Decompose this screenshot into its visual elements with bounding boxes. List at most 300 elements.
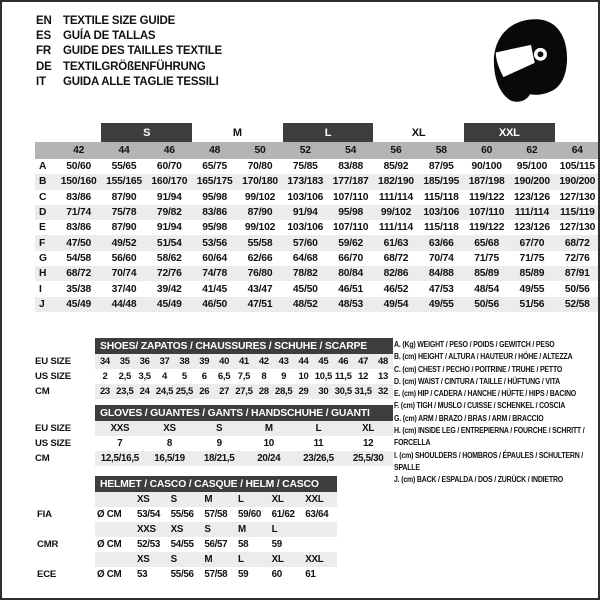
legend-item: H. (cm) INSIDE LEG / ENTREPIERNA / FOURCHE / SCHRITT / FORCELLA bbox=[394, 426, 585, 448]
language-row bbox=[36, 44, 222, 59]
measurement-value: 111/114 bbox=[509, 205, 554, 220]
size-value: 38 bbox=[174, 354, 194, 369]
measurement-value: 119/122 bbox=[468, 222, 505, 234]
measurement-value: 190/200 bbox=[509, 174, 554, 189]
size-value: 10 bbox=[263, 438, 274, 449]
measurement-row bbox=[35, 190, 600, 205]
gloves-size-table bbox=[35, 405, 393, 466]
measurement-value: 87/90 bbox=[237, 205, 282, 220]
measurement-value: 95/98 bbox=[328, 205, 373, 220]
legend-item: E. (cm) HIP / CADERA / HANCHE / HÜFTE / HIPS / BACINO bbox=[394, 389, 577, 399]
language-row bbox=[36, 60, 222, 75]
row-label: CM bbox=[35, 386, 50, 397]
sub-table-header-row bbox=[35, 338, 393, 354]
numeric-size-label: 58 bbox=[419, 142, 464, 159]
unit-label: Ø CM bbox=[97, 509, 122, 520]
row-label: EU SIZE bbox=[35, 423, 71, 434]
size-value: 10 bbox=[298, 371, 309, 382]
measurement-value: 63/66 bbox=[419, 235, 464, 250]
size-value: 9 bbox=[281, 371, 287, 382]
measurement-letter: F bbox=[35, 235, 56, 250]
language-code: IT bbox=[36, 75, 46, 88]
language-title: TEXTILGRÖßENFÜHRUNG bbox=[63, 60, 206, 73]
helmet-sizes-row bbox=[35, 492, 337, 507]
legend-item: J. (cm) BACK / ESPALDA / DOS / ZURÜCK / INDIETRO bbox=[394, 475, 564, 485]
row-label: US SIZE bbox=[35, 371, 71, 382]
measurement-value: 150/160 bbox=[56, 174, 101, 189]
size-value: 25,5 bbox=[175, 386, 194, 397]
helmet-size-value: 53 bbox=[137, 569, 148, 580]
measurement-value: 187/198 bbox=[464, 174, 509, 189]
measurement-legend bbox=[394, 339, 600, 487]
size-value: 3,5 bbox=[138, 371, 151, 382]
measurement-value: 50/56 bbox=[464, 297, 509, 312]
helmet-size-value: 59 bbox=[271, 539, 282, 550]
measurement-value: 51/54 bbox=[147, 235, 192, 250]
row-label: US SIZE bbox=[35, 438, 71, 449]
spacer-cell bbox=[35, 142, 56, 159]
measurement-value: 165/175 bbox=[192, 174, 237, 189]
legend-item: G. (cm) ARM / BRAZO / BRAS / ARM / BRACCIO bbox=[394, 413, 544, 423]
measurement-letter: G bbox=[39, 252, 47, 264]
helmet-size-value: 59/60 bbox=[237, 509, 261, 520]
size-value: 2,5 bbox=[118, 371, 131, 382]
numeric-size-label: 56 bbox=[373, 142, 418, 159]
measurement-value: 62/66 bbox=[247, 252, 273, 264]
measurement-value: 127/130 bbox=[559, 191, 596, 203]
legend-item: C. (cm) CHEST / PECHO / POITRINE / TRUHE / PETTO bbox=[394, 364, 563, 374]
measurement-value: 91/94 bbox=[156, 222, 182, 234]
size-value: 24 bbox=[135, 384, 155, 399]
size-value: 16,5/19 bbox=[145, 451, 195, 466]
measurement-value: 87/90 bbox=[111, 191, 137, 203]
measurement-value: 127/130 bbox=[559, 222, 596, 234]
measurement-value: 65/68 bbox=[464, 235, 509, 250]
helmet-size-value: 53/54 bbox=[137, 509, 161, 520]
size-value: 37 bbox=[155, 354, 175, 369]
measurement-value: 51/56 bbox=[509, 297, 554, 312]
helmet-sizes-row bbox=[35, 552, 337, 567]
measurement-value: 48/52 bbox=[283, 297, 328, 312]
measurement-value: 47/51 bbox=[237, 297, 282, 312]
size-value: 39 bbox=[194, 354, 214, 369]
main-size-table bbox=[35, 123, 600, 312]
size-value: 6 bbox=[201, 371, 207, 382]
size-value: 8 bbox=[261, 371, 267, 382]
spacer-cell bbox=[35, 522, 95, 537]
measurement-value: 39/42 bbox=[156, 283, 182, 295]
size-value: S bbox=[194, 421, 244, 436]
size-value: 27,5 bbox=[235, 386, 253, 397]
measurement-value: 49/55 bbox=[419, 297, 464, 312]
measurement-value: 58/62 bbox=[156, 252, 182, 264]
measurement-value: 52/58 bbox=[555, 297, 600, 312]
helmet-size-label: XL bbox=[270, 552, 304, 567]
size-group-label: S bbox=[101, 123, 192, 142]
size-value: 29 bbox=[294, 384, 314, 399]
language-code: DE bbox=[36, 60, 52, 73]
measurement-value: 50/56 bbox=[564, 283, 590, 295]
size-value: 48 bbox=[373, 354, 393, 369]
size-value: 32 bbox=[373, 384, 393, 399]
size-group-label: L bbox=[283, 123, 374, 142]
measurement-value: 48/54 bbox=[474, 283, 499, 295]
legend-item: B. (cm) HEIGHT / ALTURA / HAUTEUR / HÖHE / ALTEZZA bbox=[394, 352, 573, 362]
measurement-row bbox=[35, 174, 600, 189]
helmet-size-value: 57/58 bbox=[204, 569, 228, 580]
row-label: EU SIZE bbox=[35, 356, 71, 367]
measurement-value: 123/126 bbox=[514, 191, 550, 203]
helmet-icon bbox=[492, 17, 568, 105]
size-value: 4 bbox=[162, 371, 167, 382]
size-value: L bbox=[294, 421, 344, 436]
helmet-size-value: 63/64 bbox=[305, 509, 329, 520]
measurement-value: 99/102 bbox=[244, 191, 276, 203]
helmet-size-label: M bbox=[202, 552, 236, 567]
size-value: M bbox=[244, 421, 294, 436]
size-value: 44 bbox=[294, 354, 314, 369]
size-value: 30 bbox=[313, 384, 333, 399]
standard-label: CMR bbox=[37, 539, 59, 550]
measurement-value: 46/50 bbox=[192, 297, 237, 312]
measurement-value: 76/80 bbox=[237, 266, 282, 281]
size-value: 20/24 bbox=[244, 451, 294, 466]
measurement-letter: D bbox=[35, 205, 56, 220]
measurement-value: 190/200 bbox=[555, 174, 600, 189]
standard-label: ECE bbox=[37, 569, 57, 580]
size-value: XL bbox=[343, 421, 393, 436]
measurement-value: 91/94 bbox=[156, 191, 182, 203]
helmet-size-label: L bbox=[236, 492, 270, 507]
helmet-size-label: M bbox=[202, 492, 236, 507]
size-value: 12 bbox=[362, 438, 374, 449]
measurement-value: 107/110 bbox=[333, 222, 369, 234]
language-row bbox=[36, 29, 222, 44]
language-code: FR bbox=[36, 45, 51, 58]
measurement-value: 80/84 bbox=[328, 266, 373, 281]
measurement-value: 91/94 bbox=[283, 205, 328, 220]
measurement-value: 87/91 bbox=[555, 266, 600, 281]
size-value: XS bbox=[145, 421, 195, 436]
size-value: 12 bbox=[358, 371, 369, 382]
measurement-value: 45/49 bbox=[147, 297, 192, 312]
measurement-value: 95/98 bbox=[202, 222, 228, 234]
legend-item: A. (Kg) WEIGHT / PESO / POIDS / GEWITCH / PESO bbox=[394, 340, 555, 349]
spacer-cell bbox=[95, 552, 135, 567]
size-value: 26 bbox=[194, 384, 214, 399]
unit-label: Ø CM bbox=[97, 569, 122, 580]
measurement-value: 107/110 bbox=[464, 205, 509, 220]
language-title: TEXTILE SIZE GUIDE bbox=[63, 15, 176, 27]
size-value: 7 bbox=[117, 438, 123, 449]
spacer-cell bbox=[35, 492, 95, 507]
measurement-value: 35/38 bbox=[66, 283, 92, 295]
legend-item: D. (cm) WAIST / CINTURA / TAILLE / HÜFTUNG / VITA bbox=[394, 376, 560, 386]
measurement-value: 82/86 bbox=[373, 266, 418, 281]
measurement-value: 72/76 bbox=[564, 252, 590, 264]
size-value: 35 bbox=[115, 354, 135, 369]
measurement-value: 47/50 bbox=[56, 235, 101, 250]
measurement-value: 99/102 bbox=[373, 205, 418, 220]
sub-table-row bbox=[35, 436, 393, 451]
measurement-value: 85/92 bbox=[383, 161, 409, 173]
measurement-value: 103/106 bbox=[287, 222, 324, 234]
spacer-cell bbox=[95, 492, 135, 507]
sub-table-row bbox=[35, 451, 393, 466]
language-row bbox=[36, 75, 222, 90]
size-value: 13 bbox=[378, 371, 388, 382]
measurement-row bbox=[35, 266, 600, 281]
size-value: 36 bbox=[135, 354, 155, 369]
language-title: GUIDE DES TAILLES TEXTILE bbox=[63, 45, 222, 58]
size-value: 23,5 bbox=[116, 386, 134, 397]
measurement-value: 53/56 bbox=[192, 235, 237, 250]
size-value: 24,5 bbox=[155, 386, 174, 397]
measurement-value: 48/53 bbox=[328, 297, 373, 312]
helmet-size-label bbox=[303, 522, 337, 537]
measurement-value: 111/114 bbox=[378, 191, 414, 203]
spacer-cell bbox=[555, 123, 600, 142]
numeric-size-label: 46 bbox=[147, 142, 192, 159]
size-value: 27 bbox=[214, 384, 234, 399]
title-language-list bbox=[36, 14, 222, 90]
measurement-letter: B bbox=[35, 174, 56, 189]
helmet-size-label: M bbox=[236, 522, 270, 537]
size-group-label: XL bbox=[411, 126, 426, 139]
measurement-value: 46/51 bbox=[338, 283, 364, 295]
spacer-cell bbox=[95, 522, 135, 537]
shoes-table-title: SHOES/ ZAPATOS / CHAUSSURES / SCHUHE / SCARPE bbox=[95, 338, 393, 354]
measurement-row bbox=[35, 281, 600, 296]
language-title: GUIDA ALLE TAGLIE TESSILI bbox=[63, 75, 219, 88]
gloves-table-title: GLOVES / GUANTES / GANTS / HANDSCHUHE / GUANTI bbox=[95, 405, 393, 421]
measurement-value: 47/53 bbox=[428, 283, 454, 295]
measurement-value: 83/86 bbox=[66, 191, 92, 203]
helmet-size-label: L bbox=[270, 522, 304, 537]
helmet-size-label: S bbox=[169, 492, 203, 507]
numeric-size-label: 64 bbox=[555, 142, 600, 159]
helmet-size-value: 58 bbox=[237, 539, 249, 550]
helmet-values-row bbox=[35, 567, 337, 582]
size-value: 18/21,5 bbox=[194, 451, 244, 466]
measurement-value: 123/126 bbox=[514, 222, 550, 234]
measurement-value: 75/85 bbox=[292, 161, 318, 173]
size-value: 46 bbox=[333, 354, 353, 369]
measurement-value: 49/54 bbox=[373, 297, 418, 312]
measurement-value: 79/82 bbox=[147, 205, 192, 220]
measurement-value: 55/65 bbox=[111, 161, 137, 173]
measurement-value: 54/58 bbox=[66, 252, 92, 264]
helmet-size-value: 56/57 bbox=[204, 539, 228, 550]
measurement-value: 67/70 bbox=[509, 235, 554, 250]
spacer-cell bbox=[35, 338, 95, 354]
measurement-value: 49/55 bbox=[519, 283, 545, 295]
legend-list bbox=[394, 339, 598, 487]
measurement-value: 49/52 bbox=[101, 235, 146, 250]
measurement-row bbox=[35, 205, 600, 220]
measurement-value: 71/75 bbox=[474, 252, 499, 264]
language-code: ES bbox=[36, 30, 51, 43]
size-value: 7,5 bbox=[237, 371, 251, 382]
spacer-cell bbox=[35, 123, 101, 142]
numeric-size-label: 48 bbox=[192, 142, 237, 159]
language-code: EN bbox=[36, 15, 52, 27]
size-value: 45 bbox=[313, 354, 333, 369]
spacer-cell bbox=[35, 552, 95, 567]
helmet-size-label: L bbox=[236, 552, 270, 567]
measurement-value: 65/75 bbox=[202, 161, 228, 173]
size-value: 8 bbox=[166, 438, 173, 449]
numeric-size-label: 60 bbox=[464, 142, 509, 159]
helmet-table-title: HELMET / CASCO / CASQUE / HELM / CASCO bbox=[95, 476, 337, 492]
measurement-value: 43/47 bbox=[247, 283, 273, 295]
helmet-size-value: 55/56 bbox=[170, 569, 194, 580]
measurement-letter: I bbox=[39, 283, 42, 295]
measurement-value: 87/95 bbox=[428, 161, 454, 173]
measurement-value: 72/76 bbox=[147, 266, 192, 281]
size-value: 11 bbox=[313, 438, 324, 449]
measurement-value: 115/119 bbox=[555, 205, 600, 220]
legend-item: I. (cm) SHOULDERS / HOMBROS / ÉPAULES / SCHULTERN / SPALLE bbox=[394, 450, 584, 472]
unit-label: Ø CM bbox=[97, 539, 122, 550]
measurement-row bbox=[35, 297, 600, 312]
language-row bbox=[36, 14, 222, 29]
size-value: 47 bbox=[353, 354, 373, 369]
numeric-size-label: 54 bbox=[328, 142, 373, 159]
size-group-row bbox=[35, 123, 600, 142]
measurement-value: 185/195 bbox=[419, 174, 464, 189]
helmet-size-value: 57/58 bbox=[204, 509, 228, 520]
measurement-value: 83/86 bbox=[66, 222, 92, 234]
sub-table-header-row bbox=[35, 405, 393, 421]
measurement-value: 170/180 bbox=[237, 174, 282, 189]
shoes-size-table bbox=[35, 338, 393, 399]
size-value: 12,5/16,5 bbox=[95, 451, 145, 466]
measurement-value: 115/118 bbox=[423, 191, 459, 203]
helmet-size-value: 59 bbox=[237, 569, 249, 580]
measurement-value: 41/45 bbox=[202, 283, 228, 295]
helmet-size-label: S bbox=[202, 522, 236, 537]
size-value: 23 bbox=[95, 384, 115, 399]
helmet-size-table bbox=[35, 476, 337, 582]
measurement-value: 103/106 bbox=[419, 205, 464, 220]
measurement-value: 61/63 bbox=[373, 235, 418, 250]
measurement-value: 60/70 bbox=[156, 161, 182, 173]
measurement-value: 99/102 bbox=[244, 222, 276, 234]
sub-table-row bbox=[35, 421, 393, 436]
measurement-letter: J bbox=[35, 297, 56, 312]
measurement-value: 182/190 bbox=[373, 174, 418, 189]
sub-table-header-row bbox=[35, 476, 337, 492]
measurement-value: 64/68 bbox=[292, 252, 318, 264]
numeric-size-label: 62 bbox=[509, 142, 554, 159]
spacer-cell bbox=[35, 405, 95, 421]
helmet-size-label: XS bbox=[135, 492, 169, 507]
measurement-value: 85/89 bbox=[509, 266, 554, 281]
measurement-letter: C bbox=[39, 191, 47, 203]
measurement-letter: H bbox=[35, 266, 56, 281]
helmet-sizes-row bbox=[35, 522, 337, 537]
size-value: 25,5/30 bbox=[343, 451, 393, 466]
size-value: 43 bbox=[274, 354, 294, 369]
measurement-value: 83/88 bbox=[338, 161, 364, 173]
measurement-value: 56/60 bbox=[111, 252, 137, 264]
sub-table-row bbox=[35, 384, 393, 399]
size-value: 30,5 bbox=[334, 386, 352, 397]
size-value: 28 bbox=[254, 384, 274, 399]
size-value: 6,5 bbox=[217, 371, 231, 382]
helmet-size-label: XXS bbox=[135, 522, 169, 537]
measurement-value: 50/60 bbox=[66, 161, 92, 173]
measurement-value: 84/88 bbox=[419, 266, 464, 281]
measurement-value: 45/50 bbox=[292, 283, 318, 295]
size-group-label: XXL bbox=[464, 123, 555, 142]
measurement-value: 85/89 bbox=[464, 266, 509, 281]
helmet-size-value: 60 bbox=[271, 569, 282, 580]
size-value: 23/26,5 bbox=[294, 451, 344, 466]
measurement-value: 90/100 bbox=[471, 161, 502, 173]
measurement-value: 105/115 bbox=[559, 161, 595, 173]
helmet-size-value: 61/62 bbox=[271, 509, 295, 520]
row-label: CM bbox=[35, 453, 50, 464]
helmet-size-label: XS bbox=[135, 552, 169, 567]
measurement-value: 45/49 bbox=[56, 297, 101, 312]
helmet-size-value: 54/55 bbox=[170, 539, 194, 550]
measurement-letter: A bbox=[39, 161, 47, 173]
measurement-value: 107/110 bbox=[333, 191, 369, 203]
helmet-size-label: S bbox=[169, 552, 203, 567]
size-value: 10,5 bbox=[314, 371, 333, 382]
measurement-value: 70/74 bbox=[101, 266, 146, 281]
measurement-value: 66/70 bbox=[338, 252, 364, 264]
measurement-value: 46/52 bbox=[383, 283, 409, 295]
numeric-size-label: 50 bbox=[237, 142, 282, 159]
measurement-value: 74/78 bbox=[192, 266, 237, 281]
measurement-letter: E bbox=[39, 222, 46, 234]
spacer-cell bbox=[35, 476, 95, 492]
measurement-row bbox=[35, 235, 600, 250]
measurement-value: 68/72 bbox=[383, 252, 409, 264]
measurement-value: 70/80 bbox=[247, 161, 273, 173]
measurement-value: 87/90 bbox=[111, 222, 137, 234]
measurement-value: 71/75 bbox=[519, 252, 545, 264]
measurement-value: 57/60 bbox=[283, 235, 328, 250]
measurement-value: 37/40 bbox=[111, 283, 137, 295]
measurement-value: 71/74 bbox=[56, 205, 101, 220]
numeric-size-row bbox=[35, 142, 600, 159]
helmet-size-value: 55/56 bbox=[170, 509, 194, 520]
measurement-value: 103/106 bbox=[287, 191, 324, 203]
helmet-size-value: 61 bbox=[305, 569, 316, 580]
size-value: 42 bbox=[254, 354, 274, 369]
size-value: 41 bbox=[234, 354, 254, 369]
measurement-row bbox=[35, 220, 600, 235]
measurement-row bbox=[35, 251, 600, 266]
measurement-value: 160/170 bbox=[147, 174, 192, 189]
measurement-value: 68/72 bbox=[56, 266, 101, 281]
measurement-value: 115/118 bbox=[423, 222, 459, 234]
measurement-value: 75/78 bbox=[101, 205, 146, 220]
measurement-value: 68/72 bbox=[555, 235, 600, 250]
helmet-size-label: XL bbox=[270, 492, 304, 507]
size-value: 31,5 bbox=[354, 386, 372, 397]
helmet-size-label: XS bbox=[169, 522, 203, 537]
measurement-value: 177/187 bbox=[328, 174, 373, 189]
sub-table-row bbox=[35, 369, 393, 384]
measurement-value: 44/48 bbox=[101, 297, 146, 312]
numeric-size-label: 52 bbox=[283, 142, 328, 159]
helmet-size-label: XXL bbox=[303, 492, 337, 507]
